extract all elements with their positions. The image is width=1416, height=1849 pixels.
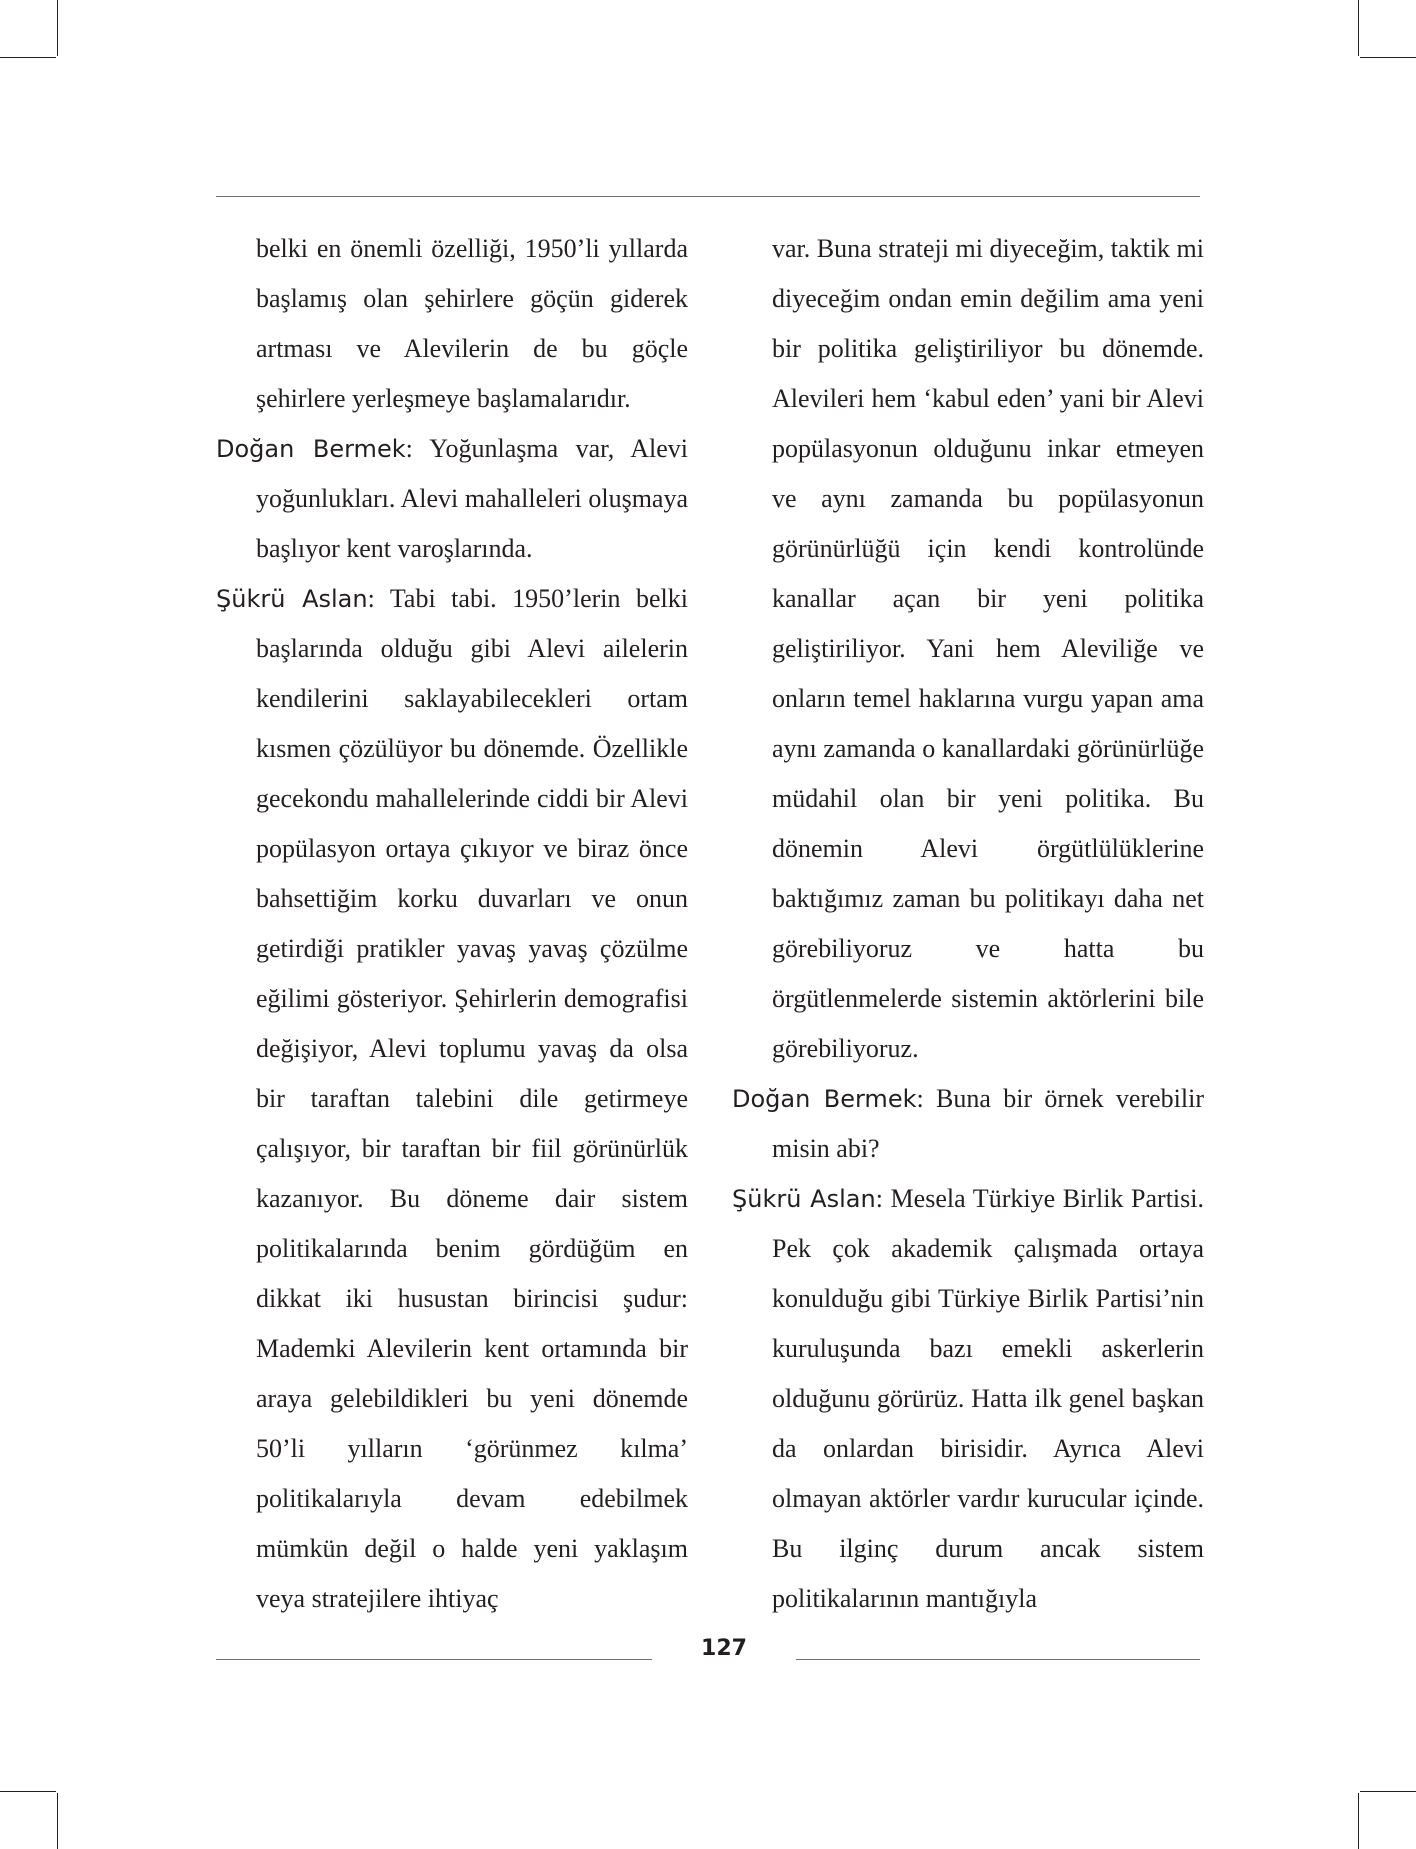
speech-text: : Mesela Türkiye Birlik Partisi. Pek çok akademik çalışmada ortaya konulduğu gibi Türkiye Birlik Partisi’nin kuruluşunda bazı emekli askerlerin olduğunu görürüz. Hatta ilk genel başkan da onlardan birisidir. Ayrıca Alevi olmayan aktörler vardır kurucular içinde. Bu ilginç durum ancak sistem politikalarının mantığıyla — [772, 1184, 1204, 1613]
right-column — [732, 224, 1204, 1624]
crop-mark — [1358, 1793, 1359, 1849]
speech-text: : Buna bir örnek verebilir misin abi? — [772, 1084, 1204, 1163]
speaker-name: Doğan Bermek — [732, 1085, 917, 1113]
crop-mark — [1360, 1791, 1416, 1792]
continued-paragraph: belki en önemli özelliği, 1950’li yıllarda başlamış olan şehirlere göçün giderek artması ve Alevilerin de bu göçle şehirlere yerleşmeye başlamalarıdır. — [256, 234, 688, 413]
crop-mark — [1360, 57, 1416, 58]
crop-mark — [57, 0, 58, 56]
speech-entry — [732, 1074, 1204, 1174]
crop-mark — [57, 1793, 58, 1849]
footer-rule-left — [216, 1659, 652, 1660]
speech-entry — [732, 1174, 1204, 1624]
speech-entry — [216, 424, 688, 574]
speech-entry — [216, 574, 688, 1624]
page-number: 127 — [701, 1636, 747, 1661]
crop-mark — [0, 57, 56, 58]
speech-text: : Yoğunlaşma var, Alevi yoğunlukları. Alevi mahalleleri oluşmaya başlıyor kent varoşlarında. — [256, 434, 688, 563]
continued-paragraph: var. Buna strateji mi diyeceğim, taktik mi diyeceğim ondan emin değilim ama yeni bir politika geliştiriliyor bu dönemde. Alevileri hem ‘kabul eden’ yani bir Alevi popülasyonun olduğunu inkar etmeyen ve aynı zamanda bu popülasyonun görünürlüğü için kendi kontrolünde kanallar açan bir yeni politika geliştiriliyor. Yani hem Aleviliğe ve onların temel haklarına vurgu yapan ama aynı zamanda o kanallardaki görünürlüğe müdahil olan bir yeni politika. Bu dönemin Alevi örgütlülüklerine baktığımız zaman bu politikayı daha net görebiliyoruz ve hatta bu örgütlenmelerde sistemin aktörlerini bile görebiliyoruz. — [772, 234, 1204, 1063]
speaker-name: Doğan Bermek — [216, 435, 406, 463]
speech-text: : Tabi tabi. 1950’lerin belki başlarında olduğu gibi Alevi ailelerin kendilerini saklayabilecekleri ortam kısmen çözülüyor bu dönemde. Özellikle gecekondu mahallelerinde ciddi bir Alevi popülasyon ortaya çıkıyor ve biraz önce bahsettiğim korku duvarları ve onun getirdiği pratikler yavaş yavaş çözülme eğilimi gösteriyor. Şehirlerin demografisi değişiyor, Alevi toplumu yavaş da olsa bir taraftan talebini dile getirmeye çalışıyor, bir taraftan bir fiil görünürlük kazanıyor. Bu döneme dair sistem politikalarında benim gördüğüm en dikkat iki husustan birincisi şudur: Mademki Alevilerin kent ortamında bir araya gelebildikleri bu yeni dönemde 50’li yılların ‘görünmez kılma’ politikalarıyla devam edebilmek mümkün değil o halde yeni yaklaşım veya stratejilere ihtiyaç — [256, 584, 688, 1613]
speaker-name: Şükrü Aslan — [732, 1185, 876, 1213]
speaker-name: Şükrü Aslan — [216, 585, 368, 613]
header-rule — [216, 196, 1200, 197]
footer-rule-right — [796, 1659, 1200, 1660]
left-column — [216, 224, 688, 1624]
crop-mark — [1358, 0, 1359, 56]
crop-mark — [0, 1791, 56, 1792]
